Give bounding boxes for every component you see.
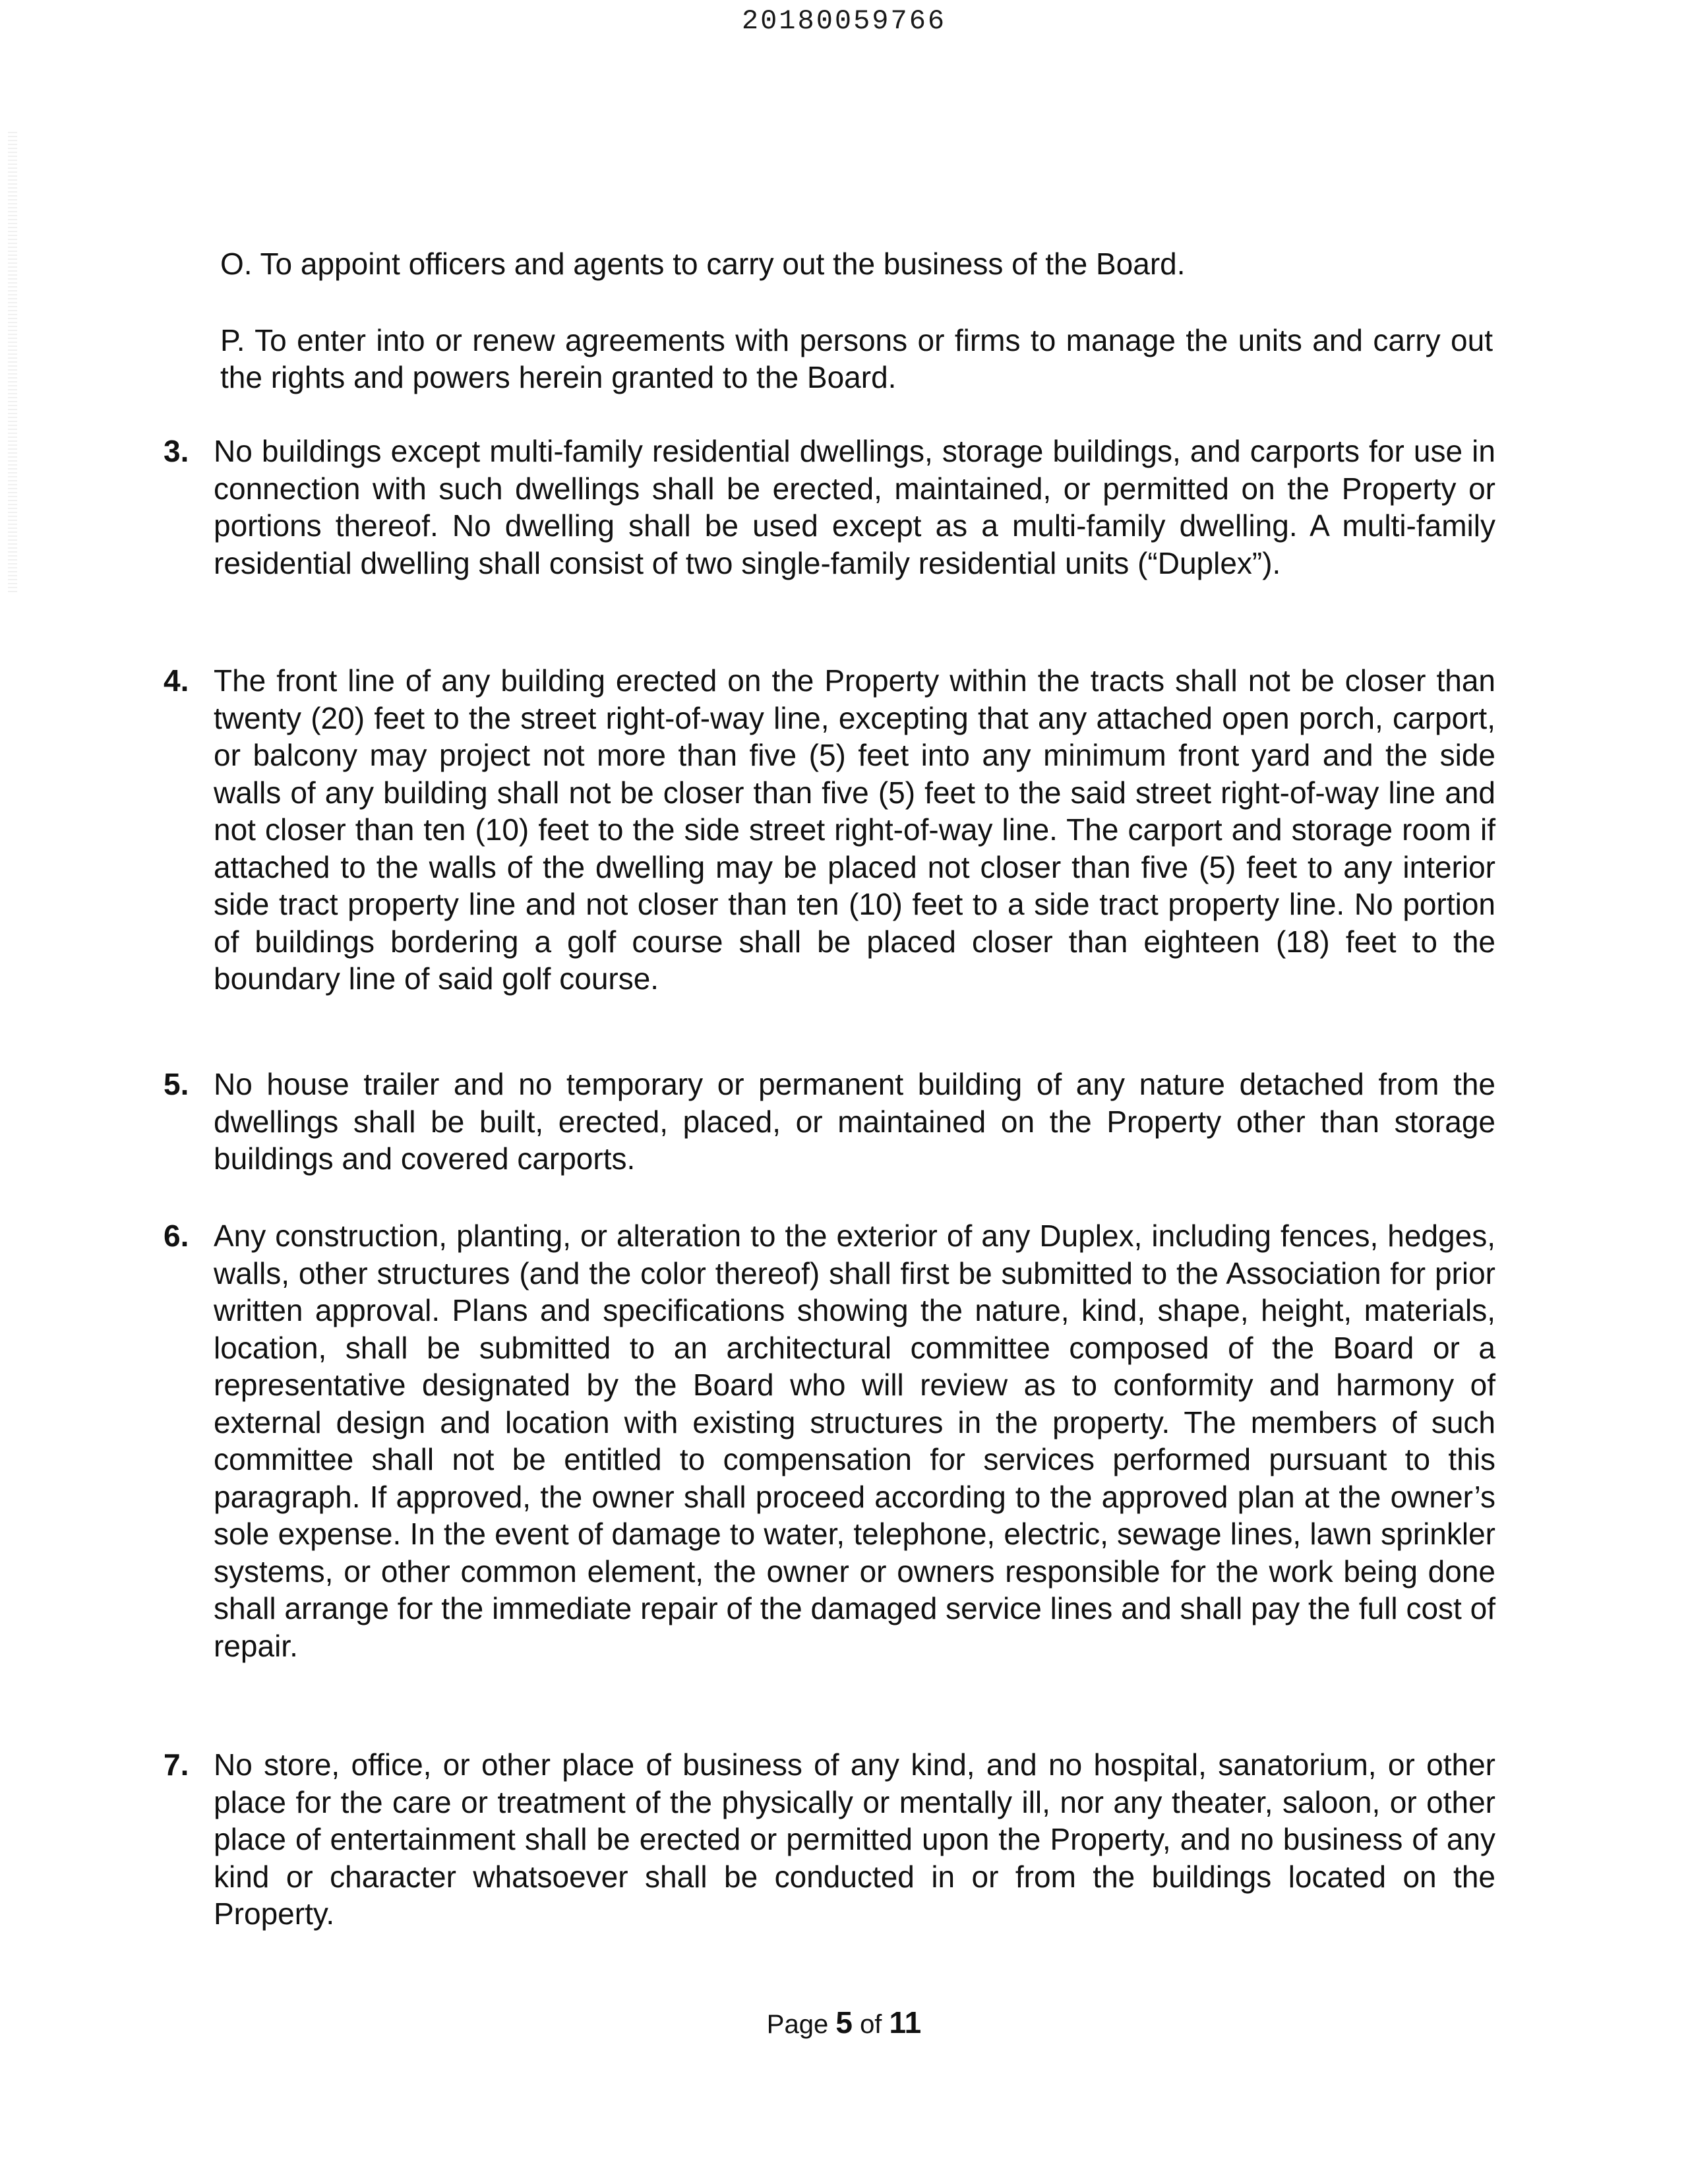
sub-item-o: O. To appoint officers and agents to carry out the business of the Board. [220, 247, 1186, 281]
page-word: Page [766, 2010, 829, 2039]
item-number: 3. [164, 434, 189, 468]
sub-item-p: P. To enter into or renew agreements with persons or firms to manage the units and carry out the rights and powers herein granted to the Board. [220, 323, 1493, 394]
item-number: 7. [164, 1747, 189, 1782]
of-word: of [860, 2010, 882, 2039]
page-total: 11 [889, 2005, 922, 2040]
document-number: 20180059766 [741, 5, 947, 37]
covenant-item-4 [164, 662, 1495, 998]
item-number: 6. [164, 1219, 189, 1253]
item-number: 5. [164, 1067, 189, 1101]
item-number: 4. [164, 663, 189, 698]
scan-edge-artifact [8, 132, 17, 593]
page-footer [0, 2005, 1688, 2040]
item-text: Any construction, planting, or alteration to the exterior of any Duplex, including fences, hedges, walls, other structures (and the color thereof) shall first be submitted to the Association for prior written approval. Plans and specifications showing the nature, kind, shape, height, materials, location, shall be submitted to an architectural committee composed of the Board or a representative designated by the Board who will review as to conformity and harmony of external design and location with existing structures in the property. The members of such committee shall not be entitled to compensation for services performed pursuant to this paragraph. If approved, the owner shall proceed according to the approved plan at the owner’s sole expense. In the event of damage to water, telephone, electric, sewage lines, lawn sprinkler systems, or other common element, the owner or owners responsible for the work being done shall arrange for the immediate repair of the damaged service lines and shall pay the full cost of repair. [214, 1219, 1495, 1663]
covenant-item-5 [164, 1066, 1495, 1178]
covenant-item-3 [164, 433, 1495, 582]
covenant-item-7 [164, 1746, 1495, 1933]
item-text: No buildings except multi-family residential dwellings, storage buildings, and carports for use in connection with such dwellings shall be erected, maintained, or permitted on the Property or portions thereof. No dwelling shall be used except as a multi-family dwelling. A multi-family residential dwelling shall consist of two single-family residential units (“Duplex”). [214, 434, 1495, 580]
item-text: No store, office, or other place of business of any kind, and no hospital, sanatorium, or other place for the care or treatment of the physically or mentally ill, nor any theater, saloon, or other place of entertainment shall be erected or permitted upon the Property, and no business of any kind or character whatsoever shall be conducted in or from the buildings located on the Property. [214, 1747, 1495, 1931]
page-current: 5 [835, 2005, 853, 2040]
item-text: The front line of any building erected on the Property within the tracts shall not be closer than twenty (20) feet to the street right-of-way line, excepting that any attached open porch, carport, or balcony may project not more than five (5) feet into any minimum front yard and the side walls of any building shall not be closer than five (5) feet to the said street right-of-way line and not closer than ten (10) feet to the side street right-of-way line. The carport and storage room if attached to the walls of the dwelling may be placed not closer than five (5) feet to any interior side tract property line and not closer than ten (10) feet to a side tract property line. No portion of buildings bordering a golf course shall be placed closer than eighteen (18) feet to the boundary line of said golf course. [214, 663, 1495, 996]
item-text: No house trailer and no temporary or permanent building of any nature detached from the dwellings shall be built, erected, placed, or maintained on the Property other than storage buildings and covered carports. [214, 1067, 1495, 1176]
covenant-item-6 [164, 1217, 1495, 1664]
